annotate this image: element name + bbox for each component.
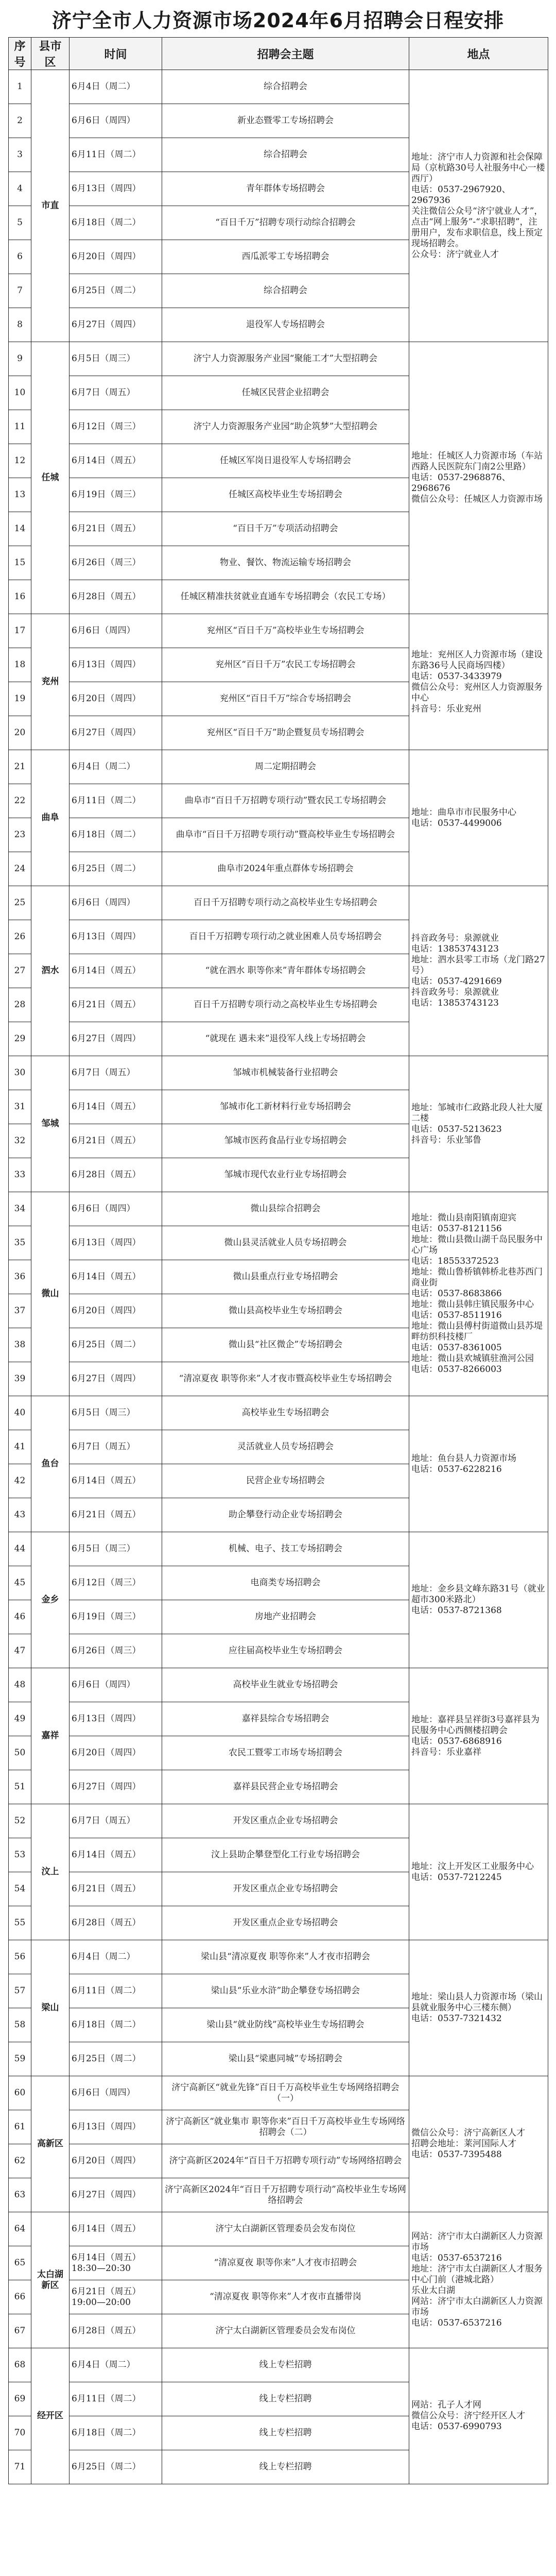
time-cell: 6月28日（周五） <box>70 580 162 614</box>
row-number: 4 <box>9 172 31 206</box>
county-cell: 曲阜 <box>31 750 70 886</box>
row-number: 30 <box>9 1056 31 1090</box>
theme-cell: 嘉祥县民营企业专场招聘会 <box>162 1770 409 1804</box>
theme-cell: 电商类专场招聘会 <box>162 1566 409 1600</box>
time-cell: 6月6日（周四） <box>70 614 162 648</box>
time-cell: 6月25日（周二） <box>70 2450 162 2484</box>
theme-cell: 开发区重点企业专场招聘会 <box>162 1872 409 1906</box>
time-cell: 6月6日（周四） <box>70 1192 162 1226</box>
table-body <box>9 70 548 2484</box>
row-number: 24 <box>9 852 31 886</box>
row-number: 51 <box>9 1770 31 1804</box>
theme-cell: 民营企业专场招聘会 <box>162 1464 409 1498</box>
theme-cell: “清凉夏夜 职等你来”人才夜市暨高校毕业生专场招聘会 <box>162 1362 409 1396</box>
location-cell: 网站：济宁市太白湖新区人力资源市场 电话：0537-6537216 地址：济宁市太白湖新区人才服务中心门前（港城北路） 乐业太白湖 网站：济宁市太白湖新区人力资源市场 电话：0537-6537216 <box>409 2212 548 2348</box>
theme-cell: 微山县综合招聘会 <box>162 1192 409 1226</box>
location-cell: 网站：孔子人才网 微信公众号：济宁经开区人才 电话：0537-6990793 <box>409 2348 548 2484</box>
theme-cell: 线上专栏招聘 <box>162 2382 409 2416</box>
theme-cell: 任城区军岗日退役军人专场招聘会 <box>162 444 409 478</box>
location-cell: 地址：济宁市人力资源和社会保障局（京杭路30号人社服务中心一楼西厅） 电话：0537-2967920、2967936 关注微信公众号“济宁就业人才”，点击“网上服务”-“求职招聘”，注册用户，发布求职信息，线上预定现场招聘会。 公众号：济宁就业人才 <box>409 70 548 342</box>
theme-cell: 综合招聘会 <box>162 138 409 172</box>
time-cell: 6月27日（周四） <box>70 716 162 750</box>
time-cell: 6月11日（周二） <box>70 784 162 818</box>
location-cell: 地址：任城区人力资源市场（车站西路人民医院东门南2公里路） 电话：0537-2968876、2968676 微信公众号：任城区人力资源市场 <box>409 342 548 614</box>
time-cell: 6月14日（周五） <box>70 1464 162 1498</box>
table-row <box>9 886 548 920</box>
row-number: 69 <box>9 2382 31 2416</box>
row-number: 21 <box>9 750 31 784</box>
theme-cell: 周二定期招聘会 <box>162 750 409 784</box>
row-number: 56 <box>9 1940 31 1974</box>
theme-cell: 应往届高校毕业生专场招聘会 <box>162 1634 409 1668</box>
theme-cell: 兖州区“百日千万”助企暨复员专场招聘会 <box>162 716 409 750</box>
theme-cell: 机械、电子、技工专场招聘会 <box>162 1532 409 1566</box>
time-cell: 6月4日（周二） <box>70 750 162 784</box>
table-row <box>9 1056 548 1090</box>
row-number: 71 <box>9 2450 31 2484</box>
theme-cell: 灵活就业人员专场招聘会 <box>162 1430 409 1464</box>
time-cell: 6月14日（周五） <box>70 954 162 988</box>
header-time: 时间 <box>70 38 162 70</box>
table-row <box>9 2348 548 2382</box>
row-number: 57 <box>9 1974 31 2008</box>
row-number: 13 <box>9 478 31 512</box>
row-number: 1 <box>9 70 31 104</box>
theme-cell: 济宁太白湖新区管理委员会发布岗位 <box>162 2314 409 2348</box>
time-cell: 6月27日（周四） <box>70 308 162 342</box>
time-cell: 6月11日（周二） <box>70 2382 162 2416</box>
theme-cell: 农民工暨零工市场专场招聘会 <box>162 1736 409 1770</box>
location-cell: 地址：曲阜市市民服务中心 电话：0537-4499006 <box>409 750 548 886</box>
time-cell: 6月6日（周四） <box>70 1668 162 1702</box>
theme-cell: 任城区高校毕业生专场招聘会 <box>162 478 409 512</box>
time-cell: 6月14日（周五） 18:30—20:30 <box>70 2246 162 2280</box>
row-number: 65 <box>9 2246 31 2280</box>
time-cell: 6月28日（周五） <box>70 1906 162 1940</box>
row-number: 45 <box>9 1566 31 1600</box>
theme-cell: 物业、餐饮、物流运输专场招聘会 <box>162 546 409 580</box>
row-number: 14 <box>9 512 31 546</box>
row-number: 36 <box>9 1260 31 1294</box>
row-number: 34 <box>9 1192 31 1226</box>
county-cell: 市直 <box>31 70 70 342</box>
row-number: 5 <box>9 206 31 240</box>
time-cell: 6月25日（周二） <box>70 2042 162 2076</box>
theme-cell: 兖州区“百日千万”农民工专场招聘会 <box>162 648 409 682</box>
row-number: 2 <box>9 104 31 138</box>
time-cell: 6月20日（周四） <box>70 1736 162 1770</box>
row-number: 33 <box>9 1158 31 1192</box>
time-cell: 6月18日（周二） <box>70 2008 162 2042</box>
header-county: 县市区 <box>31 38 70 70</box>
county-cell: 邹城 <box>31 1056 70 1192</box>
page-title: 济宁全市人力资源市场2024年6月招聘会日程安排 <box>51 9 505 32</box>
time-cell: 6月28日（周五） <box>70 2314 162 2348</box>
row-number: 63 <box>9 2178 31 2212</box>
row-number: 38 <box>9 1328 31 1362</box>
row-number: 39 <box>9 1362 31 1396</box>
row-number: 53 <box>9 1838 31 1872</box>
row-number: 23 <box>9 818 31 852</box>
row-number: 67 <box>9 2314 31 2348</box>
location-cell: 地址：微山县南阳镇南迎宾 电话：0537-8121156 地址：微山县微山湖千岛民服务中心广场 电话：18553372523 地址：微山鲁桥镇韩桥北巷苏西门商业街 电话：0537-8683866 地址：微山县韩庄镇民服务中心 电话：0537-8511916 地址：微山县傅村街道微山县苏堤畔纺织科技楼厂 电话：0537-8361005 地址：微山县欢城镇驻渔河公园 电话：0537-8266003 <box>409 1192 548 1396</box>
table-row <box>9 1940 548 1974</box>
table-row <box>9 342 548 376</box>
time-cell: 6月5日（周三） <box>70 1532 162 1566</box>
county-cell: 微山 <box>31 1192 70 1396</box>
theme-cell: 济宁高新区“就业集市 职等你来”百日千万高校毕业生专场网络招聘会（二） <box>162 2110 409 2144</box>
theme-cell: 微山县“社区微企”专场招聘会 <box>162 1328 409 1362</box>
time-cell: 6月14日（周五） <box>70 1260 162 1294</box>
theme-cell: 百日千万招聘专项行动之高校毕业生专场招聘会 <box>162 886 409 920</box>
location-cell: 地址：兖州区人力资源市场（建设东路36号人民商场四楼） 电话：0537-3433979 微信公众号：兖州区人力资源服务中心 抖音号：乐业兖州 <box>409 614 548 750</box>
time-cell: 6月13日（周四） <box>70 1702 162 1736</box>
time-cell: 6月12日（周三） <box>70 410 162 444</box>
row-number: 55 <box>9 1906 31 1940</box>
time-cell: 6月21日（周五） <box>70 512 162 546</box>
row-number: 25 <box>9 886 31 920</box>
county-cell: 高新区 <box>31 2076 70 2212</box>
theme-cell: 兖州区“百日千万”综合专场招聘会 <box>162 682 409 716</box>
time-cell: 6月28日（周五） <box>70 1158 162 1192</box>
row-number: 8 <box>9 308 31 342</box>
table-row <box>9 614 548 648</box>
time-cell: 6月11日（周二） <box>70 138 162 172</box>
header-theme: 招聘会主题 <box>162 38 409 70</box>
row-number: 58 <box>9 2008 31 2042</box>
theme-cell: 助企攀登行动企业专场招聘会 <box>162 1498 409 1532</box>
row-number: 42 <box>9 1464 31 1498</box>
time-cell: 6月13日（周四） <box>70 2110 162 2144</box>
row-number: 70 <box>9 2416 31 2450</box>
row-number: 46 <box>9 1600 31 1634</box>
time-cell: 6月18日（周二） <box>70 2416 162 2450</box>
header-no: 序号 <box>9 38 31 70</box>
time-cell: 6月6日（周四） <box>70 886 162 920</box>
county-cell: 梁山 <box>31 1940 70 2076</box>
header-location: 地点 <box>409 38 548 70</box>
time-cell: 6月11日（周二） <box>70 1974 162 2008</box>
theme-cell: 曲阜市“百日千万招聘专项行动”暨农民工专场招聘会 <box>162 784 409 818</box>
theme-cell: “就在泗水 职等你来”青年群体专场招聘会 <box>162 954 409 988</box>
row-number: 20 <box>9 716 31 750</box>
table-row <box>9 750 548 784</box>
time-cell: 6月14日（周五） <box>70 2212 162 2246</box>
time-cell: 6月7日（周五） <box>70 1430 162 1464</box>
theme-cell: 微山县灵活就业人员专场招聘会 <box>162 1226 409 1260</box>
county-cell: 鱼台 <box>31 1396 70 1532</box>
location-cell: 地址：金乡县文峰东路31号（就业超市300米路北） 电话：0537-8721368 <box>409 1532 548 1668</box>
theme-cell: 任城区民营企业招聘会 <box>162 376 409 410</box>
theme-cell: 梁山县“梁惠同城”专场招聘会 <box>162 2042 409 2076</box>
time-cell: 6月21日（周五） 19:00—20:00 <box>70 2280 162 2314</box>
theme-cell: 曲阜市2024年重点群体专场招聘会 <box>162 852 409 886</box>
table-row <box>9 1532 548 1566</box>
location-cell: 地址：汶上开发区工业服务中心 电话：0537-7212245 <box>409 1804 548 1940</box>
time-cell: 6月21日（周五） <box>70 1124 162 1158</box>
time-cell: 6月20日（周四） <box>70 682 162 716</box>
theme-cell: 线上专栏招聘 <box>162 2450 409 2484</box>
time-cell: 6月19日（周三） <box>70 1600 162 1634</box>
county-cell: 兖州 <box>31 614 70 750</box>
theme-cell: 兖州区“百日千万”高校毕业生专场招聘会 <box>162 614 409 648</box>
row-number: 62 <box>9 2144 31 2178</box>
row-number: 66 <box>9 2280 31 2314</box>
theme-cell: “就现在 遇未来”退役军人线上专场招聘会 <box>162 1022 409 1056</box>
time-cell: 6月18日（周二） <box>70 818 162 852</box>
row-number: 35 <box>9 1226 31 1260</box>
location-cell: 抖音政务号：泉源就业 电话：13853743123 地址：泗水县零工市场（龙门路27号） 电话：0537-4291669 抖音政务号：泉源就业 电话：13853743123 <box>409 886 548 1056</box>
time-cell: 6月6日（周四） <box>70 104 162 138</box>
location-cell: 地址：嘉祥县呈祥街3号嘉祥县为民服务中心西侧楼招聘会 电话：0537-6868916 抖音号：乐业嘉祥 <box>409 1668 548 1804</box>
theme-cell: 邹城市机械装备行业招聘会 <box>162 1056 409 1090</box>
row-number: 43 <box>9 1498 31 1532</box>
theme-cell: 济宁人力资源服务产业园“聚能工才”大型招聘会 <box>162 342 409 376</box>
table-row <box>9 70 548 104</box>
row-number: 68 <box>9 2348 31 2382</box>
row-number: 9 <box>9 342 31 376</box>
county-cell: 嘉祥 <box>31 1668 70 1804</box>
time-cell: 6月25日（周二） <box>70 852 162 886</box>
table-row <box>9 2076 548 2110</box>
theme-cell: 综合招聘会 <box>162 274 409 308</box>
row-number: 59 <box>9 2042 31 2076</box>
row-number: 11 <box>9 410 31 444</box>
row-number: 60 <box>9 2076 31 2110</box>
time-cell: 6月18日（周二） <box>70 206 162 240</box>
row-number: 54 <box>9 1872 31 1906</box>
time-cell: 6月26日（周三） <box>70 546 162 580</box>
time-cell: 6月6日（周四） <box>70 2076 162 2110</box>
theme-cell: 百日千万招聘专项行动之就业困难人员专场招聘会 <box>162 920 409 954</box>
row-number: 37 <box>9 1294 31 1328</box>
table-row <box>9 2212 548 2246</box>
time-cell: 6月13日（周四） <box>70 920 162 954</box>
row-number: 48 <box>9 1668 31 1702</box>
time-cell: 6月14日（周五） <box>70 1838 162 1872</box>
time-cell: 6月27日（周四） <box>70 2178 162 2212</box>
theme-cell: 济宁高新区“就业先锋”百日千万高校毕业生专场网络招聘会（一） <box>162 2076 409 2110</box>
row-number: 16 <box>9 580 31 614</box>
row-number: 28 <box>9 988 31 1022</box>
theme-cell: 梁山县“乐业水浒”助企攀登专场招聘会 <box>162 1974 409 2008</box>
time-cell: 6月25日（周二） <box>70 1328 162 1362</box>
row-number: 40 <box>9 1396 31 1430</box>
theme-cell: 综合招聘会 <box>162 70 409 104</box>
time-cell: 6月26日（周三） <box>70 1634 162 1668</box>
theme-cell: “清凉夏夜 职等你来”人才夜市直播带岗 <box>162 2280 409 2314</box>
row-number: 19 <box>9 682 31 716</box>
row-number: 31 <box>9 1090 31 1124</box>
time-cell: 6月19日（周三） <box>70 478 162 512</box>
time-cell: 6月13日（周四） <box>70 648 162 682</box>
row-number: 32 <box>9 1124 31 1158</box>
theme-cell: 开发区重点企业专场招聘会 <box>162 1804 409 1838</box>
county-cell: 经开区 <box>31 2348 70 2484</box>
time-cell: 6月27日（周四） <box>70 1362 162 1396</box>
location-cell: 微信公众号：济宁高新区人才 招聘会地址：莱河国际人才 电话：0537-7395488 <box>409 2076 548 2212</box>
county-cell: 太白湖新区 <box>31 2212 70 2348</box>
row-number: 10 <box>9 376 31 410</box>
table-row <box>9 1192 548 1226</box>
time-cell: 6月27日（周四） <box>70 1770 162 1804</box>
time-cell: 6月20日（周四） <box>70 240 162 274</box>
table-row <box>9 1396 548 1430</box>
theme-cell: 汶上县助企攀登型化工行业专场招聘会 <box>162 1838 409 1872</box>
row-number: 29 <box>9 1022 31 1056</box>
county-cell: 任城 <box>31 342 70 614</box>
time-cell: 6月5日（周三） <box>70 1396 162 1430</box>
table-row <box>9 1804 548 1838</box>
row-number: 44 <box>9 1532 31 1566</box>
schedule-table <box>8 37 548 2484</box>
row-number: 49 <box>9 1702 31 1736</box>
theme-cell: 任城区精准扶贫就业直通车专场招聘会（农民工专场） <box>162 580 409 614</box>
time-cell: 6月21日（周五） <box>70 1872 162 1906</box>
theme-cell: 开发区重点企业专场招聘会 <box>162 1906 409 1940</box>
theme-cell: 梁山县“清凉夏夜 职等你来”人才夜市招聘会 <box>162 1940 409 1974</box>
time-cell: 6月13日（周四） <box>70 172 162 206</box>
theme-cell: 微山县高校毕业生专场招聘会 <box>162 1294 409 1328</box>
theme-cell: 梁山县“就业防线”高校毕业生专场招聘会 <box>162 2008 409 2042</box>
time-cell: 6月4日（周二） <box>70 1940 162 1974</box>
theme-cell: 嘉祥县综合专场招聘会 <box>162 1702 409 1736</box>
theme-cell: 线上专栏招聘 <box>162 2416 409 2450</box>
row-number: 41 <box>9 1430 31 1464</box>
theme-cell: 房地产业招聘会 <box>162 1600 409 1634</box>
theme-cell: 济宁高新区2024年“百日千万招聘专项行动”专场网络招聘会 <box>162 2144 409 2178</box>
location-cell: 地址：邹城市仁政路北段人社大厦二楼 电话：0537-5213623 抖音号：乐业邹鲁 <box>409 1056 548 1192</box>
time-cell: 6月7日（周五） <box>70 376 162 410</box>
county-cell: 金乡 <box>31 1532 70 1668</box>
county-cell: 汶上 <box>31 1804 70 1940</box>
theme-cell: 高校毕业生专场招聘会 <box>162 1396 409 1430</box>
theme-cell: 邹城市化工新材料行业专场招聘会 <box>162 1090 409 1124</box>
location-cell: 地址：梁山县人力资源市场（梁山县就业服务中心三楼东侧） 电话：0537-7321432 <box>409 1940 548 2076</box>
time-cell: 6月25日（周二） <box>70 274 162 308</box>
row-number: 50 <box>9 1736 31 1770</box>
row-number: 47 <box>9 1634 31 1668</box>
theme-cell: 百日千万招聘专项行动之高校毕业生专场招聘会 <box>162 988 409 1022</box>
row-number: 7 <box>9 274 31 308</box>
theme-cell: 退役军人专场招聘会 <box>162 308 409 342</box>
location-cell: 地址：鱼台县人力资源市场 电话：0537-6228216 <box>409 1396 548 1532</box>
time-cell: 6月4日（周二） <box>70 70 162 104</box>
row-number: 17 <box>9 614 31 648</box>
theme-cell: 微山县重点行业专场招聘会 <box>162 1260 409 1294</box>
theme-cell: 济宁人力资源服务产业园“助企筑梦”大型招聘会 <box>162 410 409 444</box>
row-number: 64 <box>9 2212 31 2246</box>
row-number: 26 <box>9 920 31 954</box>
theme-cell: 曲阜市“百日千万招聘专项行动”暨高校毕业生专场招聘会 <box>162 818 409 852</box>
theme-cell: 新业态暨零工专场招聘会 <box>162 104 409 138</box>
time-cell: 6月13日（周四） <box>70 1226 162 1260</box>
time-cell: 6月27日（周四） <box>70 1022 162 1056</box>
county-cell: 泗水 <box>31 886 70 1056</box>
time-cell: 6月20日（周四） <box>70 2144 162 2178</box>
row-number: 52 <box>9 1804 31 1838</box>
time-cell: 6月21日（周五） <box>70 988 162 1022</box>
time-cell: 6月7日（周五） <box>70 1056 162 1090</box>
row-number: 18 <box>9 648 31 682</box>
theme-cell: 济宁高新区2024年“百日千万招聘专项行动”高校毕业生专场网络招聘会 <box>162 2178 409 2212</box>
table-row <box>9 1668 548 1702</box>
time-cell: 6月14日（周五） <box>70 1090 162 1124</box>
time-cell: 6月21日（周五） <box>70 1498 162 1532</box>
row-number: 27 <box>9 954 31 988</box>
time-cell: 6月7日（周五） <box>70 1804 162 1838</box>
theme-cell: “百日千万”专项活动招聘会 <box>162 512 409 546</box>
time-cell: 6月5日（周三） <box>70 342 162 376</box>
row-number: 22 <box>9 784 31 818</box>
time-cell: 6月14日（周五） <box>70 444 162 478</box>
theme-cell: 青年群体专场招聘会 <box>162 172 409 206</box>
theme-cell: 邹城市医药食品行业专场招聘会 <box>162 1124 409 1158</box>
theme-cell: 济宁太白湖新区管理委员会发布岗位 <box>162 2212 409 2246</box>
theme-cell: 西瓜派零工专场招聘会 <box>162 240 409 274</box>
row-number: 6 <box>9 240 31 274</box>
theme-cell: 高校毕业生就业专场招聘会 <box>162 1668 409 1702</box>
theme-cell: “清凉夏夜 职等你来”人才夜市招聘会 <box>162 2246 409 2280</box>
time-cell: 6月20日（周四） <box>70 1294 162 1328</box>
time-cell: 6月4日（周二） <box>70 2348 162 2382</box>
table-header-row <box>9 38 548 70</box>
row-number: 12 <box>9 444 31 478</box>
row-number: 15 <box>9 546 31 580</box>
row-number: 3 <box>9 138 31 172</box>
theme-cell: 邹城市现代农业行业专场招聘会 <box>162 1158 409 1192</box>
theme-cell: 线上专栏招聘 <box>162 2348 409 2382</box>
time-cell: 6月12日（周三） <box>70 1566 162 1600</box>
row-number: 61 <box>9 2110 31 2144</box>
theme-cell: “百日千万”招聘专项行动综合招聘会 <box>162 206 409 240</box>
